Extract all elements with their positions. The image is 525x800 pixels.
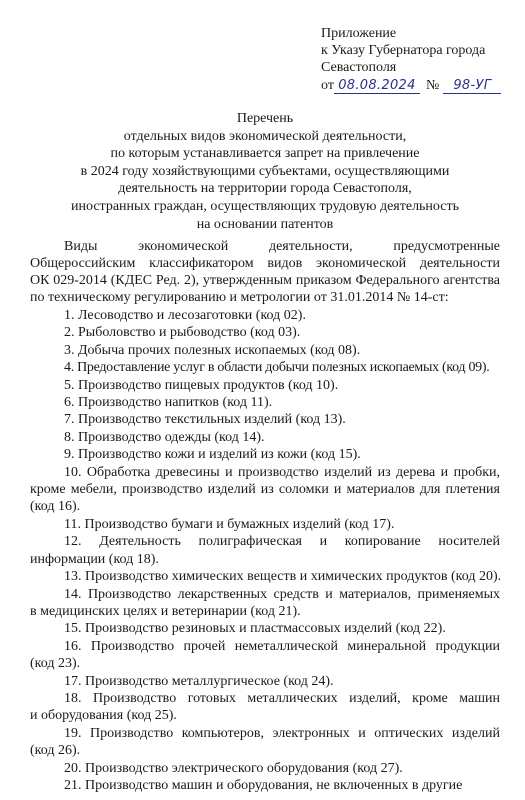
title-line: иностранных граждан, осуществляющих трудовую деятельность (70, 198, 459, 214)
list-item (30, 690, 500, 725)
attachment-title: Приложение (321, 26, 397, 41)
from-label: от (321, 78, 334, 93)
attachment-date-line (321, 77, 521, 94)
title-line: деятельность на территории города Севастополя, (118, 181, 412, 197)
attachment-header (321, 25, 521, 94)
list-item (30, 464, 500, 516)
list-item-text: 2. Рыболовство и рыбоводство (код 03). (64, 325, 301, 341)
list-item-text: 13. Производство химических веществ и химических продуктов (код 20). (64, 569, 502, 585)
list-item-text: 9. Производство кожи и изделий из кожи (код 15). (64, 447, 361, 463)
list-item (30, 446, 500, 463)
title-heading: Перечень (236, 111, 294, 126)
document-title (40, 110, 490, 233)
list-item-text: 20. Производство электрического оборудования (код 27). (64, 760, 403, 776)
number-sign: № (425, 78, 440, 93)
list-item-text: 11. Производство бумаги и бумажных изделий (код 17). (64, 516, 395, 532)
list-item (30, 324, 500, 341)
list-item-text: 8. Производство одежды (код 14). (64, 429, 265, 445)
attachment-city: Севастополя (321, 60, 397, 75)
list-item (30, 411, 500, 428)
list-item (30, 673, 500, 690)
list-item-text: 14. Производство лекарственных средств и материалов, применяемых (64, 586, 500, 602)
list-item-text: 17. Производство металлургическое (код 24). (64, 673, 334, 689)
list-item-text: 4. Предоставление услуг в области добычи полезных ископаемых (код 09). (64, 360, 490, 376)
list-item-text: 10. Обработка древесины и производство изделий из дерева и пробки, (64, 464, 500, 480)
list-item (30, 342, 500, 359)
list-item-text: (код 23). (30, 656, 81, 672)
list-item-text: 12. Деятельность полиграфическая и копирование носителей (64, 534, 500, 550)
list-item-text: и оборудования (код 25). (30, 708, 177, 724)
intro-line: Общероссийским классификатором видов экономической деятельности (30, 256, 500, 271)
list-item (30, 568, 500, 585)
intro-line: Виды экономической деятельности, предусмотренные (64, 239, 500, 254)
list-item (30, 377, 500, 394)
title-line: по которым устанавливается запрет на привлечение (110, 146, 420, 162)
list-item (30, 760, 500, 777)
intro-paragraph (30, 238, 500, 306)
list-item-text: 16. Производство прочей неметаллической минеральной продукции (64, 638, 500, 654)
list-item-text: 19. Производство компьютеров, электронных и оптических изделий (64, 725, 500, 741)
intro-line: по техническому регулированию и метрологии от 31.01.2014 № 14-ст: (30, 290, 449, 305)
list-item-text: (код 16). (30, 499, 81, 515)
list-item (30, 725, 500, 760)
list-item-text: 21. Производство машин и оборудования, не включенных в другие (64, 777, 463, 793)
list-item (30, 638, 500, 673)
list-item-text: 3. Добыча прочих полезных ископаемых (код 08). (64, 342, 361, 358)
list-item-text: 15. Производство резиновых и пластмассовых изделий (код 22). (64, 621, 446, 637)
title-line: отдельных видов экономической деятельности, (123, 128, 407, 144)
list-item-text: кроме мебели, производство изделий из соломки и материалов для плетения (30, 482, 500, 498)
title-line: в 2024 году хозяйствующими субъектами, осуществляющими (80, 163, 450, 179)
list-item (30, 307, 500, 324)
list-item-text: 6. Производство напитков (код 11). (64, 395, 273, 411)
activity-list (30, 307, 500, 794)
handwritten-number: 98-УГ (443, 78, 501, 94)
list-item (30, 777, 500, 794)
list-item-text: 1. Лесоводство и лесозаготовки (код 02). (64, 308, 306, 323)
list-item (30, 429, 500, 446)
list-item-text: в медицинских целях и ветеринарии (код 21). (30, 603, 301, 619)
list-item (30, 359, 500, 376)
title-line: на основании патентов (196, 216, 334, 232)
list-item (30, 516, 500, 533)
list-item-text: (код 26). (30, 743, 81, 759)
list-item (30, 620, 500, 637)
list-item-text: 5. Производство пищевых продуктов (код 10). (64, 377, 339, 393)
list-item-text: информации (код 18). (30, 551, 159, 567)
attachment-decree: к Указу Губернатора города (321, 43, 486, 58)
list-item (30, 586, 500, 621)
intro-line: ОК 029-2014 (КДЕС Ред. 2), утвержденным приказом Федерального агентства (30, 273, 500, 288)
list-item (30, 394, 500, 411)
list-item-text: 7. Производство текстильных изделий (код 13). (64, 412, 346, 428)
handwritten-date: 08.08.2024 (334, 78, 420, 94)
list-item (30, 533, 500, 568)
list-item-text: 18. Производство готовых металлических изделий, кроме машин (64, 690, 500, 706)
